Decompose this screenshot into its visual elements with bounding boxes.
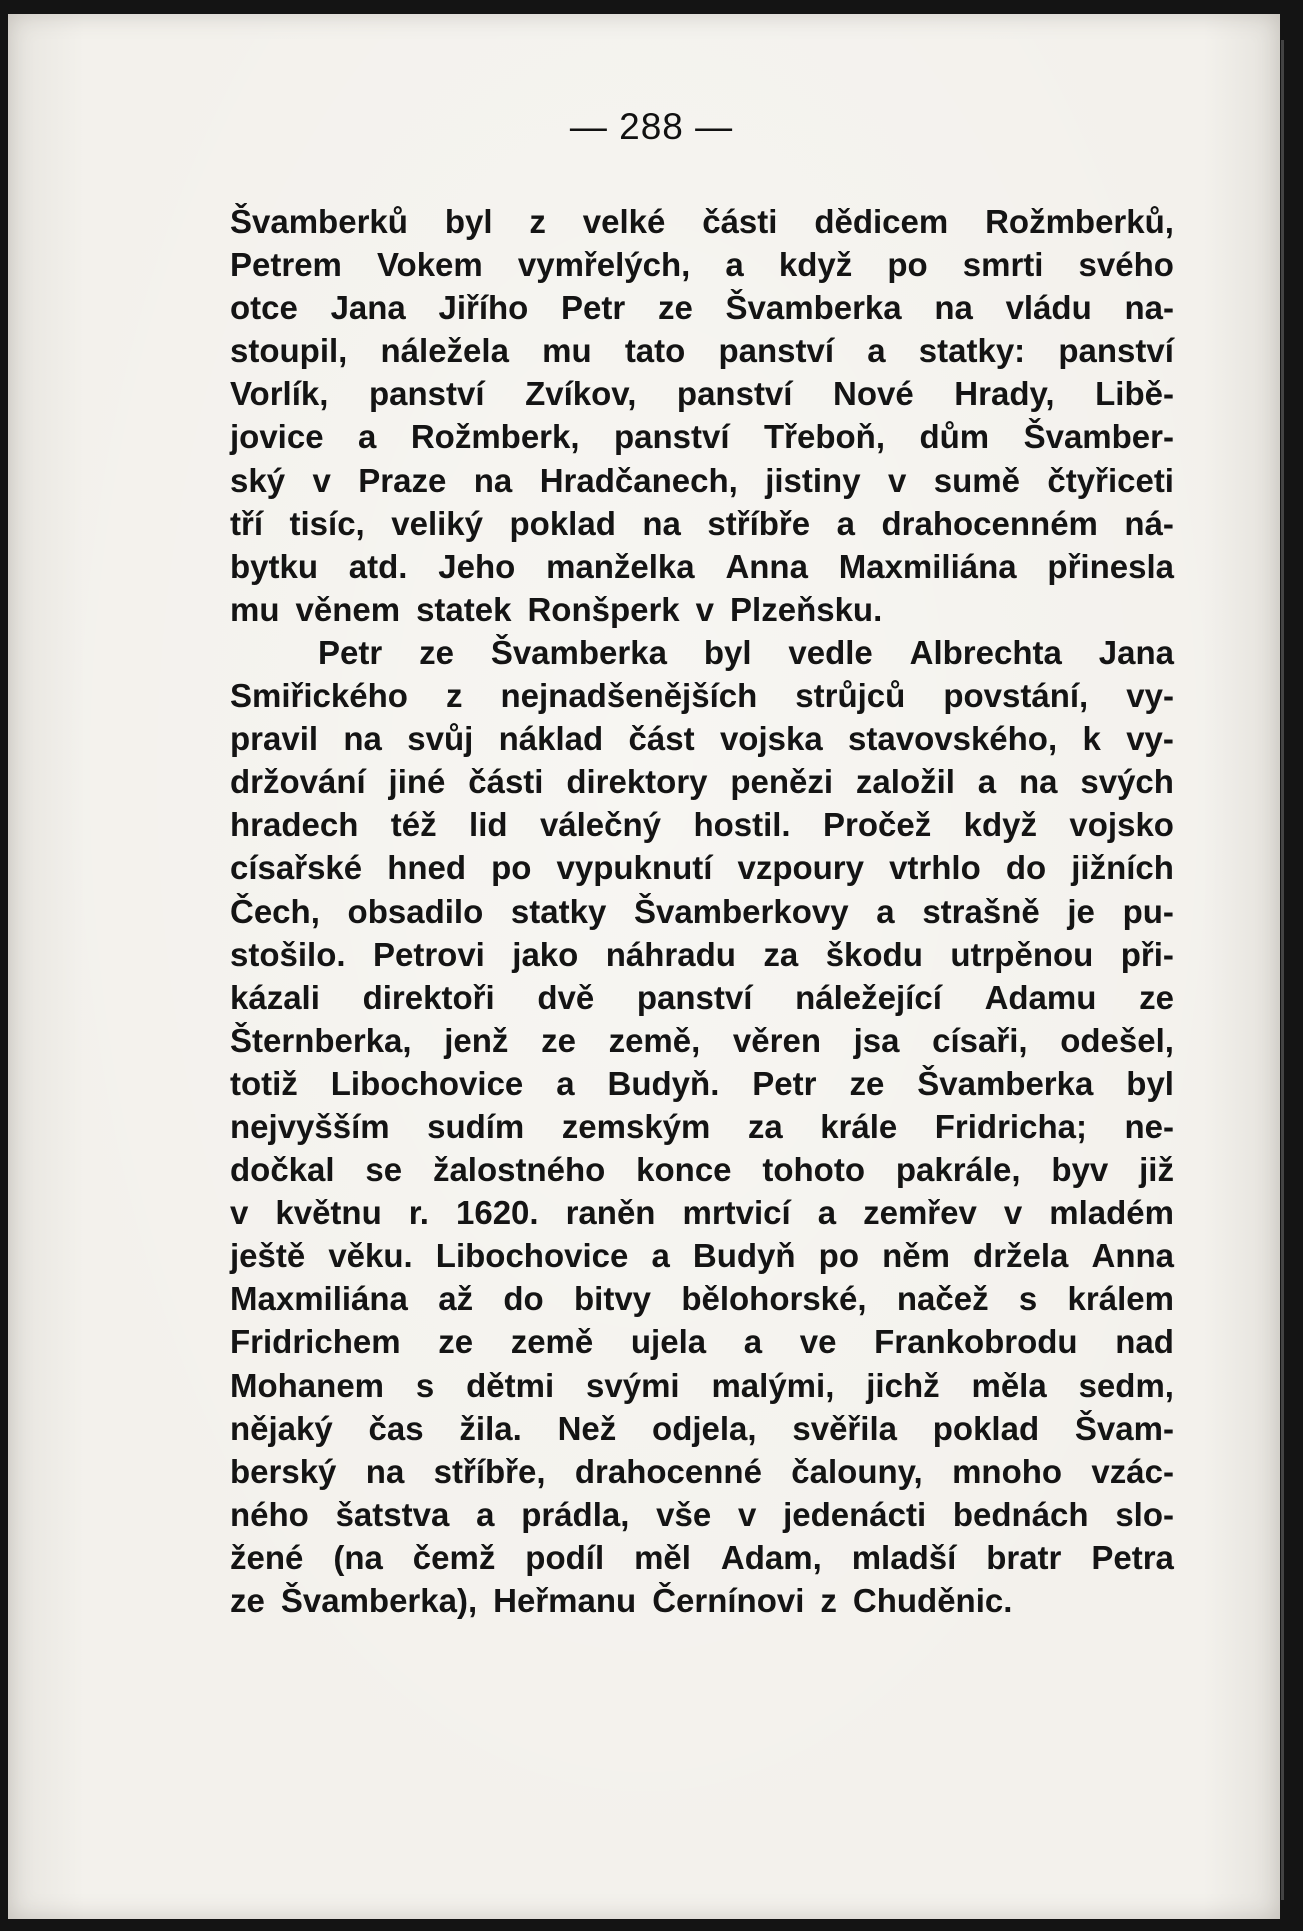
text-line: stoupil, náležela mu tato panství a statky: panství — [230, 332, 1174, 370]
text-line: kázali direktoři dvě panství náležející Adamu ze — [230, 978, 1174, 1016]
text-line: totiž Libochovice a Budyň. Petr ze Švamberka byl — [230, 1064, 1174, 1102]
text-line: dočkal se žalostného konce tohoto pakrále, byv již — [230, 1151, 1174, 1189]
text-line: Švamberků byl z velké části dědicem Rožmberků, — [230, 203, 1174, 240]
text-line: mu věnem statek Ronšperk v Plzeňsku. — [230, 590, 883, 628]
text-line: nejvyšším sudím zemským za krále Fridricha; ne- — [230, 1107, 1174, 1145]
text-line: ze Švamberka), Heřmanu Černínovi z Chuděnic. — [230, 1582, 1013, 1619]
text-line: Vorlík, panství Zvíkov, panství Nové Hrady, Libě- — [230, 375, 1174, 413]
text-line: ného šatstva a prádla, vše v jedenácti bednách slo- — [230, 1495, 1174, 1533]
text-line: stošilo. Petrovi jako náhradu za škodu utrpěnou při- — [230, 935, 1174, 973]
text-line: ještě věku. Libochovice a Budyň po něm držela Anna — [230, 1237, 1174, 1275]
text-line: Smiřického z nejnadšenějších strůjců povstání, vy- — [230, 677, 1174, 715]
text-line: otce Jana Jiřího Petr ze Švamberka na vládu na- — [230, 289, 1174, 327]
text-line: Čech, obsadilo statky Švamberkovy a strašně je pu- — [230, 892, 1174, 930]
text-line: berský na stříbře, drahocenné čalouny, mnoho vzác- — [230, 1452, 1174, 1490]
text-line: v květnu r. 1620. raněn mrtvicí a zemřev v mladém — [230, 1194, 1174, 1232]
text-line: Petrem Vokem vymřelých, a když po smrti svého — [230, 246, 1174, 284]
page-edge-shadow — [1281, 40, 1284, 1900]
text-line: tří tisíc, veliký poklad na stříbře a drahocenném ná- — [230, 504, 1174, 542]
text-line: Petr ze Švamberka byl vedle Albrechta Jana — [318, 633, 1174, 671]
text-line: držování jiné části direktory penězi založil a na svých — [230, 763, 1174, 801]
page-number: — 288 — — [569, 106, 734, 147]
text-line: hradech též lid válečný hostil. Pročež když vojsko — [230, 806, 1174, 844]
text-line: císařské hned po vypuknutí vzpoury vtrhlo do jižních — [230, 849, 1174, 887]
text-line: žené (na čemž podíl měl Adam, mladší bratr Petra — [230, 1538, 1174, 1576]
text-line: Fridrichem ze země ujela a ve Frankobrodu nad — [230, 1323, 1174, 1361]
text-line: ský v Praze na Hradčanech, jistiny v sumě čtyřiceti — [230, 461, 1174, 499]
body-text — [230, 200, 1174, 1622]
text-line: Šternberka, jenž ze země, věren jsa císaři, odešel, — [230, 1021, 1174, 1059]
text-line: Maxmiliána až do bitvy bělohorské, načež s králem — [230, 1280, 1174, 1318]
text-line: nějaký čas žila. Než odjela, svěřila poklad Švam- — [230, 1409, 1174, 1447]
text-line: jovice a Rožmberk, panství Třeboň, dům Švamber- — [230, 418, 1174, 456]
text-line: pravil na svůj náklad část vojska stavovského, k vy- — [230, 720, 1174, 758]
text-line: Mohanem s dětmi svými malými, jichž měla sedm, — [230, 1366, 1174, 1404]
text-line: bytku atd. Jeho manželka Anna Maxmiliána přinesla — [230, 547, 1174, 585]
